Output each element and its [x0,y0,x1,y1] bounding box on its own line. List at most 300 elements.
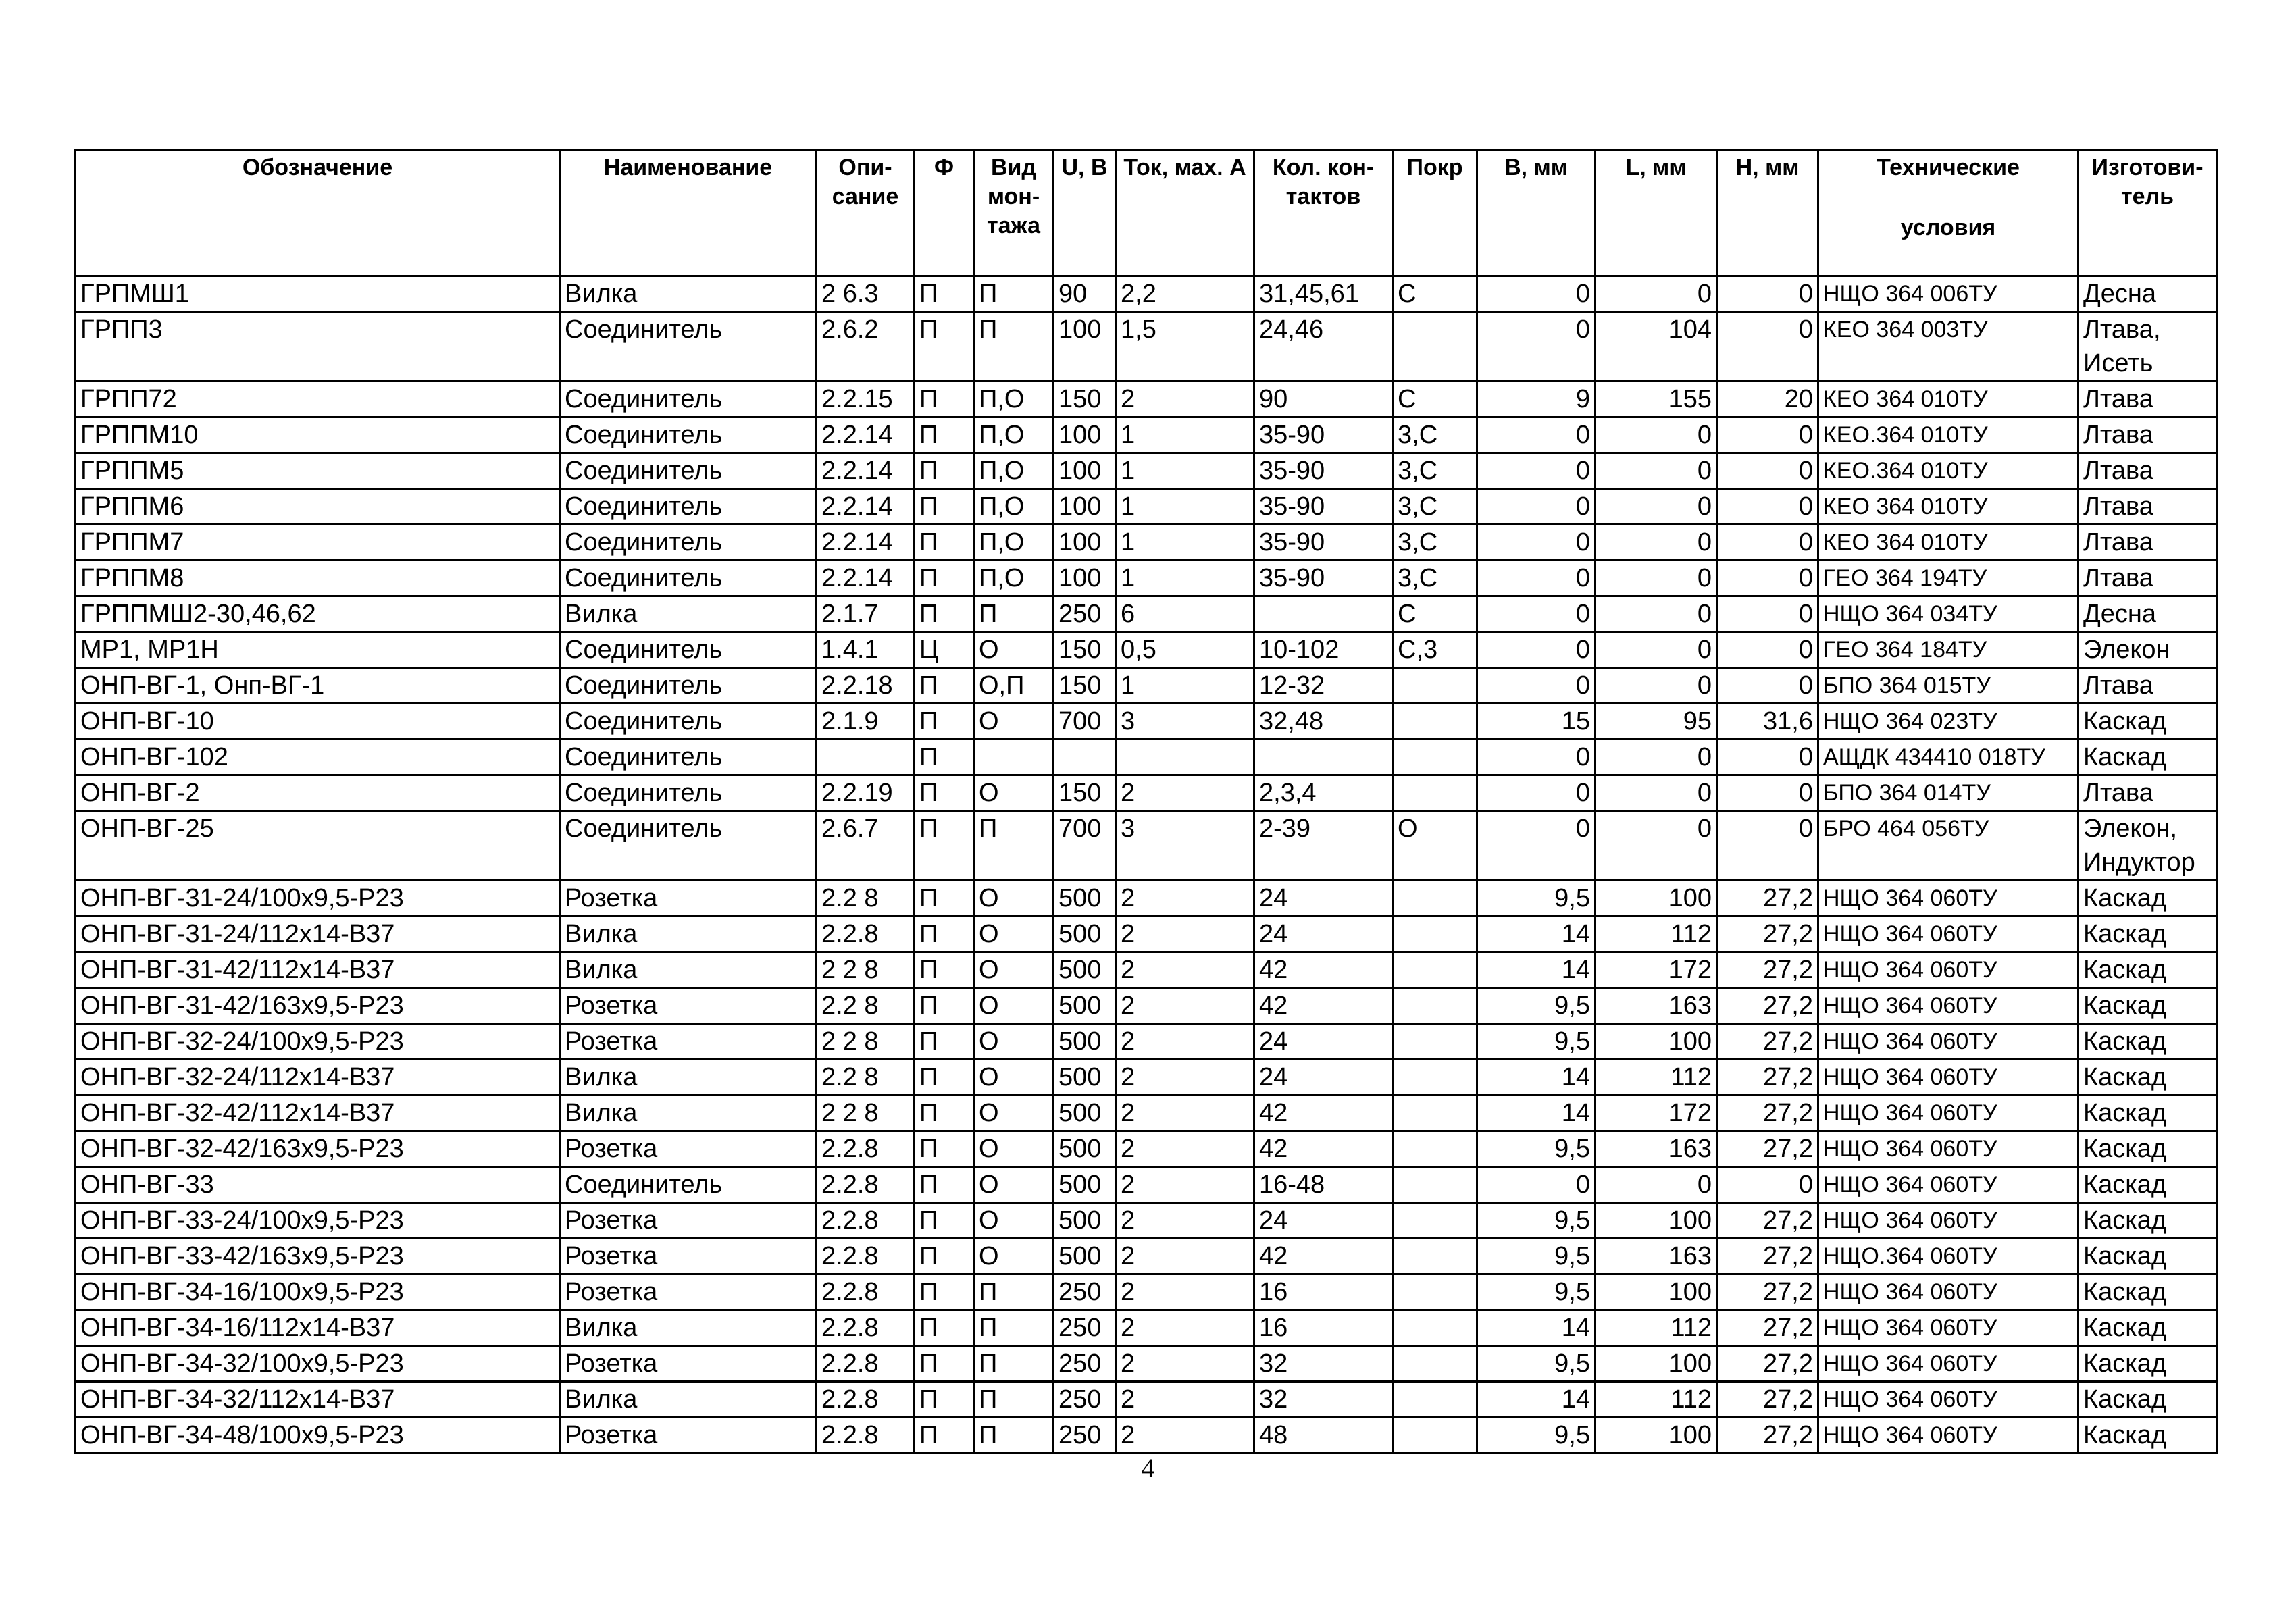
cell-voltage: 150 [1054,632,1116,668]
cell-l-mm: 100 [1596,1274,1717,1310]
cell-b-mm: 9,5 [1477,1346,1596,1382]
cell-description: 2.6.2 [817,312,915,382]
cell-b-mm: 14 [1477,917,1596,952]
cell-b-mm: 0 [1477,276,1596,312]
cell-b-mm: 9,5 [1477,1024,1596,1060]
cell-coating [1393,1274,1477,1310]
cell-coating [1393,881,1477,917]
cell-contact-count: 2-39 [1254,811,1393,881]
cell-voltage: 500 [1054,1060,1116,1095]
header-voltage: U, В [1054,150,1116,276]
header-h-mm: Н, мм [1717,150,1818,276]
cell-description: 2.2 8 [817,881,915,917]
cell-manufacturer: Каскад [2078,917,2217,952]
cell-f: П [915,1167,974,1203]
cell-l-mm: 163 [1596,988,1717,1024]
cell-voltage: 500 [1054,1239,1116,1274]
cell-name: Вилка [560,1382,817,1418]
cell-l-mm: 163 [1596,1131,1717,1167]
header-tech-conditions-line1: Технические [1877,155,2020,180]
cell-manufacturer: Лтава [2078,382,2217,417]
cell-name: Соединитель [560,525,817,561]
cell-name: Розетка [560,1274,817,1310]
table-row [76,561,2217,596]
cell-description: 2.1.7 [817,596,915,632]
cell-max-current: 2 [1116,1167,1254,1203]
cell-designation: ГРППМ5 [76,453,560,489]
cell-b-mm: 0 [1477,417,1596,453]
cell-l-mm: 95 [1596,704,1717,740]
cell-coating [1393,917,1477,952]
cell-contact-count: 10-102 [1254,632,1393,668]
cell-max-current: 2 [1116,1239,1254,1274]
cell-description: 2 2 8 [817,1024,915,1060]
cell-max-current: 2 [1116,1274,1254,1310]
cell-max-current: 2 [1116,1203,1254,1239]
cell-designation: ОНП-ВГ-34-16/112х14-В37 [76,1310,560,1346]
cell-b-mm: 14 [1477,1060,1596,1095]
cell-max-current: 2 [1116,988,1254,1024]
cell-l-mm: 100 [1596,1024,1717,1060]
cell-l-mm: 0 [1596,775,1717,811]
cell-description: 2 6.3 [817,276,915,312]
cell-voltage [1054,740,1116,775]
cell-l-mm: 0 [1596,1167,1717,1203]
cell-tech-conditions: НЩО 364 034ТУ [1818,596,2078,632]
cell-f: П [915,276,974,312]
cell-coating: 3,С [1393,561,1477,596]
cell-mount-type: П,О [974,453,1054,489]
cell-name: Розетка [560,1346,817,1382]
cell-name: Соединитель [560,312,817,382]
cell-manufacturer: Десна [2078,276,2217,312]
cell-contact-count: 24,46 [1254,312,1393,382]
cell-manufacturer: Каскад [2078,1203,2217,1239]
cell-voltage: 150 [1054,382,1116,417]
cell-description: 2.2.8 [817,1203,915,1239]
cell-coating: О [1393,811,1477,881]
cell-description: 2.2.14 [817,489,915,525]
cell-designation: ОНП-ВГ-34-32/112х14-В37 [76,1382,560,1418]
cell-name: Соединитель [560,382,817,417]
cell-mount-type: О [974,1060,1054,1095]
cell-l-mm: 0 [1596,453,1717,489]
cell-h-mm: 20 [1717,382,1818,417]
table-row [76,489,2217,525]
cell-name: Вилка [560,1310,817,1346]
cell-designation: ОНП-ВГ-102 [76,740,560,775]
cell-coating: С [1393,382,1477,417]
cell-designation: ОНП-ВГ-10 [76,704,560,740]
cell-tech-conditions: ГЕО 364 184ТУ [1818,632,2078,668]
cell-designation: ОНП-ВГ-31-42/163х9,5-Р23 [76,988,560,1024]
cell-designation: ОНП-ВГ-32-42/112х14-В37 [76,1095,560,1131]
cell-h-mm: 0 [1717,417,1818,453]
cell-f: П [915,382,974,417]
cell-f: П [915,312,974,382]
cell-contact-count: 48 [1254,1418,1393,1453]
table-row [76,740,2217,775]
cell-voltage: 500 [1054,1203,1116,1239]
cell-l-mm: 100 [1596,1346,1717,1382]
header-f: Ф [915,150,974,276]
table-row [76,1382,2217,1418]
cell-contact-count [1254,740,1393,775]
cell-l-mm: 0 [1596,489,1717,525]
cell-designation: ОНП-ВГ-1, Онп-ВГ-1 [76,668,560,704]
table-row [76,1024,2217,1060]
cell-description: 2.2.19 [817,775,915,811]
cell-mount-type [974,740,1054,775]
cell-designation: ГРПП3 [76,312,560,382]
table-row [76,596,2217,632]
cell-manufacturer: Каскад [2078,1418,2217,1453]
cell-h-mm: 31,6 [1717,704,1818,740]
table-row [76,1418,2217,1453]
cell-description: 2.2.8 [817,917,915,952]
cell-description: 2.2.14 [817,561,915,596]
cell-manufacturer: Каскад [2078,881,2217,917]
cell-l-mm: 172 [1596,1095,1717,1131]
cell-max-current: 2 [1116,1024,1254,1060]
cell-mount-type: П [974,596,1054,632]
cell-f: П [915,1274,974,1310]
cell-b-mm: 14 [1477,1382,1596,1418]
cell-contact-count: 24 [1254,917,1393,952]
cell-h-mm: 27,2 [1717,1024,1818,1060]
header-max-current: Ток, мах. А [1116,150,1254,276]
cell-name: Вилка [560,917,817,952]
table-row [76,276,2217,312]
cell-designation: ГРППМ6 [76,489,560,525]
cell-manufacturer: Каскад [2078,704,2217,740]
cell-designation: ОНП-ВГ-33-24/100х9,5-Р23 [76,1203,560,1239]
cell-max-current: 1 [1116,453,1254,489]
cell-tech-conditions: НЩО 364 060ТУ [1818,881,2078,917]
cell-mount-type: О [974,1239,1054,1274]
cell-contact-count: 31,45,61 [1254,276,1393,312]
cell-coating [1393,312,1477,382]
cell-designation: ОНП-ВГ-33 [76,1167,560,1203]
cell-tech-conditions: НЩО 364 060ТУ [1818,917,2078,952]
cell-b-mm: 0 [1477,1167,1596,1203]
cell-coating: 3,С [1393,453,1477,489]
cell-max-current: 0,5 [1116,632,1254,668]
cell-manufacturer: Каскад [2078,1346,2217,1382]
cell-b-mm: 9,5 [1477,988,1596,1024]
cell-b-mm: 0 [1477,668,1596,704]
cell-description: 2 2 8 [817,952,915,988]
cell-name: Розетка [560,1239,817,1274]
cell-description: 2.2.8 [817,1274,915,1310]
header-coating: Покр [1393,150,1477,276]
cell-manufacturer: Лтава [2078,668,2217,704]
table-row [76,1274,2217,1310]
cell-mount-type: О [974,1095,1054,1131]
cell-coating [1393,1167,1477,1203]
cell-coating [1393,1095,1477,1131]
cell-max-current: 1 [1116,525,1254,561]
cell-name: Розетка [560,988,817,1024]
cell-name: Розетка [560,1203,817,1239]
cell-max-current: 2 [1116,881,1254,917]
table-row [76,1131,2217,1167]
table-row [76,312,2217,382]
cell-tech-conditions: НЩО 364 060ТУ [1818,1382,2078,1418]
cell-tech-conditions: НЩО 364 023ТУ [1818,704,2078,740]
cell-contact-count: 35-90 [1254,453,1393,489]
cell-max-current: 2 [1116,1418,1254,1453]
cell-max-current: 1 [1116,417,1254,453]
cell-tech-conditions: НЩО 364 060ТУ [1818,1310,2078,1346]
cell-max-current: 1 [1116,561,1254,596]
cell-mount-type: О [974,1203,1054,1239]
cell-b-mm: 9,5 [1477,1131,1596,1167]
cell-b-mm: 9,5 [1477,1418,1596,1453]
cell-coating [1393,704,1477,740]
cell-f: Ц [915,632,974,668]
cell-description: 2.2.8 [817,1131,915,1167]
cell-manufacturer: Элекон, Индуктор [2078,811,2217,881]
cell-tech-conditions: КЕО.364 010ТУ [1818,453,2078,489]
table-row [76,525,2217,561]
cell-voltage: 500 [1054,1131,1116,1167]
header-row [76,150,2217,276]
cell-l-mm: 104 [1596,312,1717,382]
cell-designation: ОНП-ВГ-33-42/163х9,5-Р23 [76,1239,560,1274]
table-row [76,417,2217,453]
cell-manufacturer: Каскад [2078,740,2217,775]
cell-max-current: 2 [1116,917,1254,952]
cell-designation: ГРППМШ2-30,46,62 [76,596,560,632]
cell-manufacturer: Лтава [2078,561,2217,596]
cell-description: 2.2.8 [817,1239,915,1274]
cell-h-mm: 0 [1717,740,1818,775]
cell-contact-count: 42 [1254,1095,1393,1131]
cell-b-mm: 0 [1477,312,1596,382]
cell-coating: 3,С [1393,417,1477,453]
cell-coating [1393,1418,1477,1453]
cell-designation: ОНП-ВГ-2 [76,775,560,811]
cell-max-current: 2 [1116,1131,1254,1167]
cell-coating [1393,1131,1477,1167]
cell-tech-conditions: НЩО 364 060ТУ [1818,1131,2078,1167]
cell-voltage: 250 [1054,1274,1116,1310]
cell-max-current: 2 [1116,1382,1254,1418]
cell-b-mm: 0 [1477,489,1596,525]
cell-designation: ОНП-ВГ-34-32/100х9,5-Р23 [76,1346,560,1382]
cell-voltage: 250 [1054,596,1116,632]
cell-l-mm: 112 [1596,1310,1717,1346]
cell-h-mm: 0 [1717,489,1818,525]
cell-mount-type: П [974,1346,1054,1382]
cell-voltage: 100 [1054,312,1116,382]
table-row [76,1310,2217,1346]
cell-tech-conditions: ГЕО 364 194ТУ [1818,561,2078,596]
cell-f: П [915,417,974,453]
cell-max-current: 2 [1116,1346,1254,1382]
cell-max-current: 2 [1116,382,1254,417]
cell-max-current: 1 [1116,668,1254,704]
cell-mount-type: О [974,704,1054,740]
cell-tech-conditions: НЩО 364 060ТУ [1818,952,2078,988]
cell-designation: ОНП-ВГ-34-16/100х9,5-Р23 [76,1274,560,1310]
cell-coating [1393,952,1477,988]
cell-tech-conditions: НЩО 364 060ТУ [1818,1024,2078,1060]
cell-f: П [915,1203,974,1239]
cell-tech-conditions: НЩО 364 060ТУ [1818,1203,2078,1239]
cell-voltage: 500 [1054,881,1116,917]
cell-name: Соединитель [560,811,817,881]
cell-contact-count: 16 [1254,1274,1393,1310]
cell-name: Вилка [560,952,817,988]
cell-b-mm: 14 [1477,1310,1596,1346]
cell-max-current: 2 [1116,952,1254,988]
cell-f: П [915,561,974,596]
cell-contact-count: 90 [1254,382,1393,417]
cell-manufacturer: Лтава, Исеть [2078,312,2217,382]
table-body [76,276,2217,1453]
cell-max-current: 6 [1116,596,1254,632]
cell-l-mm: 0 [1596,596,1717,632]
cell-description: 2.2.18 [817,668,915,704]
cell-b-mm: 0 [1477,811,1596,881]
cell-voltage: 90 [1054,276,1116,312]
cell-manufacturer: Каскад [2078,1167,2217,1203]
cell-manufacturer: Каскад [2078,1239,2217,1274]
cell-description: 2.2.14 [817,525,915,561]
cell-voltage: 100 [1054,417,1116,453]
cell-f: П [915,1095,974,1131]
cell-f: П [915,1131,974,1167]
cell-f: П [915,988,974,1024]
cell-h-mm: 0 [1717,276,1818,312]
cell-f: П [915,668,974,704]
table-row [76,1239,2217,1274]
cell-voltage: 700 [1054,811,1116,881]
cell-b-mm: 9,5 [1477,1203,1596,1239]
table-row [76,453,2217,489]
cell-voltage: 100 [1054,453,1116,489]
cell-contact-count: 32,48 [1254,704,1393,740]
cell-l-mm: 0 [1596,632,1717,668]
cell-name: Соединитель [560,704,817,740]
cell-voltage: 500 [1054,917,1116,952]
cell-mount-type: О [974,881,1054,917]
cell-mount-type: П [974,312,1054,382]
cell-l-mm: 172 [1596,952,1717,988]
header-designation: Обозначение [76,150,560,276]
cell-name: Розетка [560,1131,817,1167]
cell-name: Соединитель [560,489,817,525]
cell-b-mm: 0 [1477,632,1596,668]
cell-voltage: 250 [1054,1310,1116,1346]
cell-description: 2.1.9 [817,704,915,740]
cell-designation: ОНП-ВГ-32-24/100х9,5-Р23 [76,1024,560,1060]
cell-manufacturer: Каскад [2078,1095,2217,1131]
cell-contact-count: 42 [1254,988,1393,1024]
cell-contact-count: 35-90 [1254,417,1393,453]
cell-coating [1393,775,1477,811]
table-row [76,1167,2217,1203]
cell-max-current: 2 [1116,1310,1254,1346]
cell-max-current: 2,2 [1116,276,1254,312]
cell-coating: 3,С [1393,525,1477,561]
cell-tech-conditions: БРО 464 056ТУ [1818,811,2078,881]
table-row [76,1346,2217,1382]
cell-h-mm: 0 [1717,561,1818,596]
cell-contact-count: 24 [1254,1060,1393,1095]
cell-name: Соединитель [560,632,817,668]
cell-coating: 3,С [1393,489,1477,525]
cell-description: 2.2.8 [817,1310,915,1346]
cell-b-mm: 0 [1477,453,1596,489]
cell-b-mm: 15 [1477,704,1596,740]
cell-b-mm: 9,5 [1477,1274,1596,1310]
cell-f: П [915,952,974,988]
cell-f: П [915,881,974,917]
cell-description: 2.2.14 [817,417,915,453]
cell-h-mm: 0 [1717,596,1818,632]
cell-tech-conditions: БПО 364 014ТУ [1818,775,2078,811]
cell-designation: ГРПМШ1 [76,276,560,312]
cell-designation: ОНП-ВГ-31-42/112х14-В37 [76,952,560,988]
cell-manufacturer: Каскад [2078,1131,2217,1167]
cell-name: Соединитель [560,740,817,775]
header-tech-conditions [1818,150,2078,276]
cell-name: Соединитель [560,561,817,596]
table-row [76,811,2217,881]
cell-mount-type: О [974,1131,1054,1167]
cell-mount-type: О [974,988,1054,1024]
cell-b-mm: 14 [1477,952,1596,988]
cell-manufacturer: Элекон [2078,632,2217,668]
cell-h-mm: 27,2 [1717,1346,1818,1382]
cell-designation: ГРПП72 [76,382,560,417]
table-row [76,1203,2217,1239]
cell-mount-type: О [974,775,1054,811]
cell-l-mm: 100 [1596,1418,1717,1453]
cell-f: П [915,740,974,775]
cell-l-mm: 100 [1596,881,1717,917]
cell-description: 2.2.8 [817,1382,915,1418]
cell-f: П [915,775,974,811]
cell-designation: ГРППМ8 [76,561,560,596]
cell-h-mm: 27,2 [1717,917,1818,952]
cell-coating [1393,1382,1477,1418]
cell-h-mm: 27,2 [1717,881,1818,917]
cell-h-mm: 27,2 [1717,952,1818,988]
cell-voltage: 250 [1054,1346,1116,1382]
cell-coating [1393,740,1477,775]
cell-coating [1393,1310,1477,1346]
cell-contact-count: 32 [1254,1382,1393,1418]
cell-manufacturer: Каскад [2078,1060,2217,1095]
cell-contact-count [1254,596,1393,632]
cell-designation: ОНП-ВГ-34-48/100х9,5-Р23 [76,1418,560,1453]
cell-mount-type: О [974,1024,1054,1060]
cell-h-mm: 0 [1717,668,1818,704]
cell-h-mm: 0 [1717,312,1818,382]
cell-designation: МР1, МР1Н [76,632,560,668]
cell-tech-conditions: АЩДК 434410 018ТУ [1818,740,2078,775]
cell-contact-count: 24 [1254,1203,1393,1239]
cell-voltage: 150 [1054,775,1116,811]
cell-h-mm: 27,2 [1717,1418,1818,1453]
cell-h-mm: 27,2 [1717,1095,1818,1131]
table-row [76,775,2217,811]
cell-h-mm: 27,2 [1717,1274,1818,1310]
